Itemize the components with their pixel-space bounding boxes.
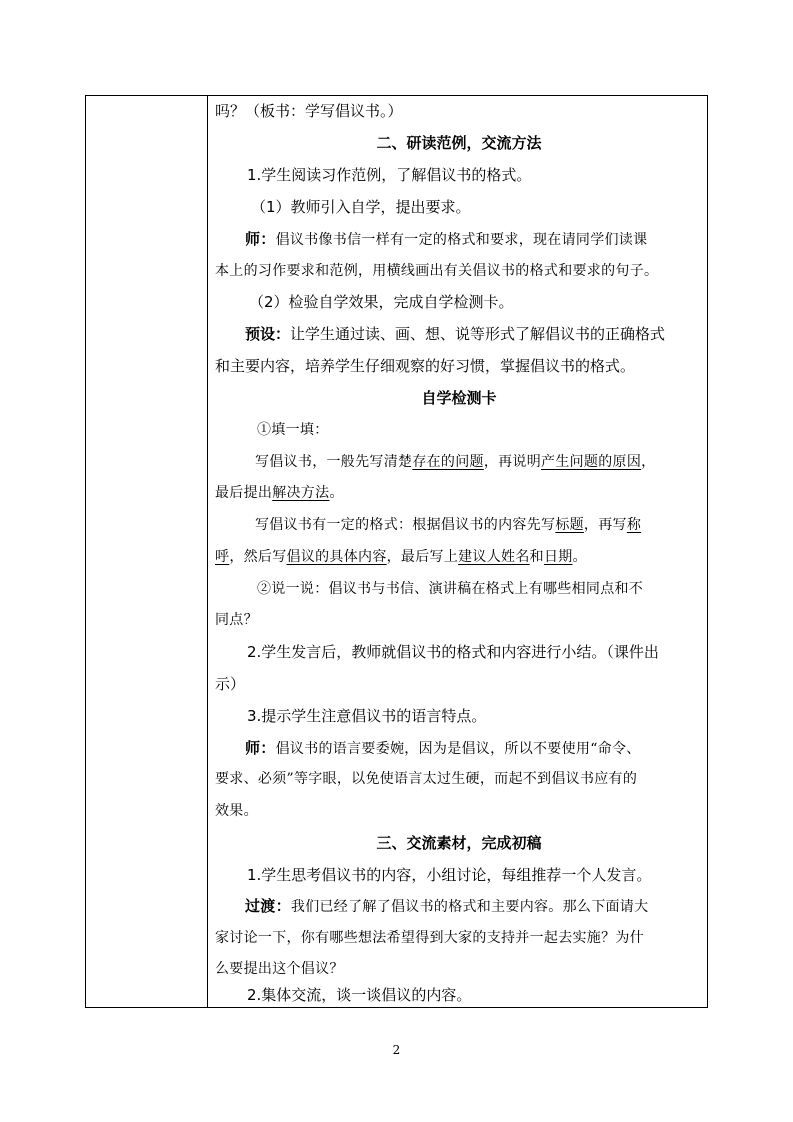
text-line: 同点？: [215, 612, 258, 628]
text-line: 吗？（板书：学写倡议书。）: [215, 102, 403, 120]
fill-blank-line: 写倡议书，一般先写清楚存在的问题，再说明产生问题的原因，: [255, 454, 656, 470]
text-line: （1）教师引入自学，提出要求。: [251, 198, 471, 216]
text-line: 师：倡议书像书信一样有一定的格式和要求，现在请同学们读课: [245, 230, 648, 248]
fill-blank-line: 写倡议书有一定的格式：根据倡议书的内容先写标题，再写称: [255, 517, 642, 533]
text-line: 么要提出这个倡议？: [215, 961, 344, 977]
text-line: 和主要内容，培养学生仔细观察的好习惯，掌握倡议书的格式。: [215, 357, 636, 375]
card-title: 自学检测卡: [421, 389, 497, 407]
text-line: 师：倡议书的语言要委婉，因为是倡议，所以不要使用“命令、: [245, 739, 641, 757]
fill-blank-line: 最后提出解决方法。: [215, 485, 344, 501]
text-line: 家讨论一下，你有哪些想法希望得到大家的支持并一起去实施？为什: [215, 930, 644, 946]
text-line: 预设：让学生通过读、画、想、说等形式了解倡议书的正确格式: [245, 325, 666, 343]
text-line: 2.集体交流，谈一谈倡议的内容。: [247, 986, 472, 1004]
text-line: 要求、必须”等字眼，以免使语言太过生硬，而起不到倡议书应有的: [215, 771, 638, 787]
text-line: ①填一填：: [257, 422, 329, 438]
text-line: 示）: [215, 675, 246, 693]
text-line: 3.提示学生注意倡议书的语言特点。: [247, 707, 487, 725]
lesson-table: [85, 95, 708, 1008]
text-line: 本上的习作要求和范例，用横线画出有关倡议书的格式和要求的句子。: [215, 263, 659, 279]
text-line: 效果。: [215, 803, 258, 819]
text-line: 2.学生发言后，教师就倡议书的格式和内容进行小结。（课件出: [247, 643, 659, 661]
column-divider: [207, 96, 208, 1007]
section-heading: 三、交流素材，完成初稿: [376, 834, 542, 852]
fill-blank-line: 呼，然后写倡议的具体内容，最后写上建议人姓名和日期。: [215, 549, 587, 565]
page-number: 2: [392, 1043, 401, 1057]
section-heading: 二、研读范例，交流方法: [376, 134, 542, 152]
text-line: 过渡：我们已经了解了倡议书的格式和主要内容。那么下面请大: [245, 897, 649, 915]
text-line: ②说一说：倡议书与书信、演讲稿在格式上有哪些相同点和不: [257, 581, 644, 597]
text-line: （2）检验自学效果，完成自学检测卡。: [249, 293, 514, 311]
text-line: 1.学生思考倡议书的内容，小组讨论，每组推荐一个人发言。: [247, 866, 652, 884]
text-line: 1.学生阅读习作范例，了解倡议书的格式。: [247, 166, 532, 184]
